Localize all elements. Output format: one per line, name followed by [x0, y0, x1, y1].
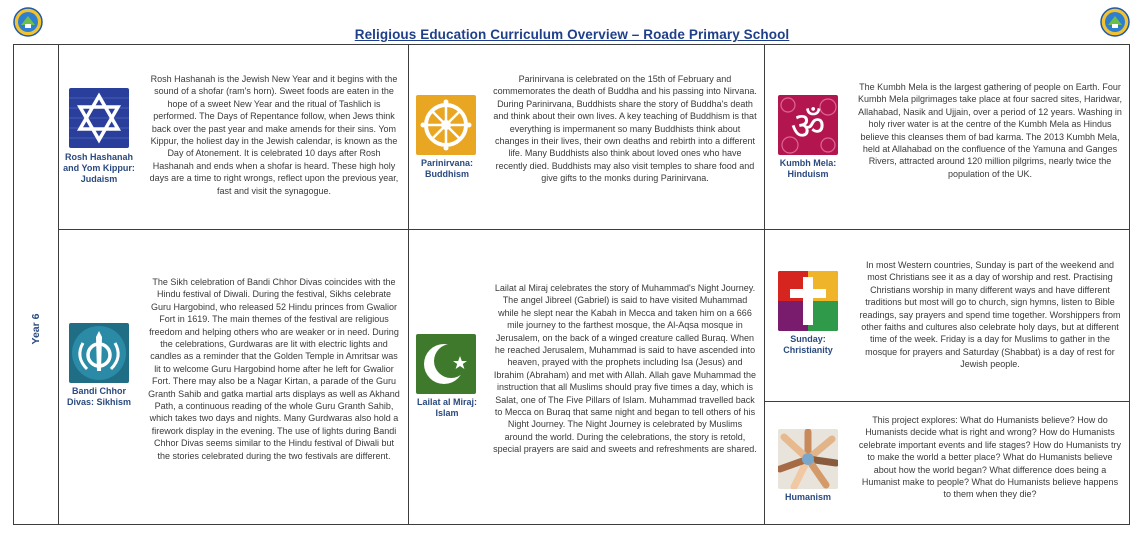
cell-buddhism — [409, 45, 764, 229]
text-sikhism: The Sikh celebration of Bandi Chhor Divas coincides with the Hindu festival of Diwali. During the festival, Sikhs celebrate Guru Hargobind, who released 52 Hindu princes from Gwalior Fort in 1619. The main themes of the festival are religious freedom and helping others who are weaker or in need. During the celebrations, Gurdwaras are lit with electric lights and candles as a reminder that the Golden Temple in Amritsar was lit to welcome Guru Hargobind home after he left for Gwalior Fort. There may also be a Nagar Kirtan, a parade of the Guru Granth Sahib and gatka martial arts displays as well as Akhand Path, a continuous reading of the whole Guru Granth Sahib, which takes two days and nights. Many Gurdwaras also hold a firework display in the evening. The use of lights during Bandi Chhor Divas seems similar to the Hindu festival of Diwali but the stories celebrated during the two festivals are different. — [148, 277, 400, 461]
cell-hinduism — [765, 45, 1129, 229]
hands-circle-icon — [778, 429, 838, 489]
svg-text:ॐ: ॐ — [790, 104, 826, 148]
caption-hinduism: Kumbh Mela: Hinduism — [779, 158, 837, 179]
caption-buddhism: Parinirvana: Buddhism — [420, 158, 474, 179]
text-islam: Lailat al Miraj celebrates the story of Muhammad's Night Journey. The angel Jibreel (Gabriel) is said to have visited Muhammad while he slept near the Kabah in Mecca and taken him on a 666 mile journey to the farthest mosque, the Al-Aqsa mosque in Jerusalem, on the back of a winged creature called Buraq. When he reached Jerusalem, Muhammad is said to have ascended into heaven, prayed with the prophets including Isa (Jesus) and Ibrahim (Abraham) and met with Allah. Allah gave Muhammad the instruction that all Muslims should pray five times a day, which is Salat, one of The Five Pillars of Islam. Muhammad travelled back to Mecca on Buraq that same night and began to tell others of his Night Journey. The Night Journey is celebrated by Muslims around the world. During the celebrations, the story is retold, special prayers are said and sweets and refreshments are shared. — [493, 283, 757, 455]
year-label: Year 6 — [30, 313, 42, 345]
text-judaism: Rosh Hashanah is the Jewish New Year and it begins with the sound of a shofar (ram's horn). Sweet foods are eaten in the hope of a sweet New Year and the ritual of Tashlich is performed. The Days of Repentance follow, when Jews think back over the past year and make amends for their sins. Yom Kippur, the holiest day in the Jewish calendar, is known as the Day of Atonement. It is celebrated 10 days after Rosh Hashanah and ends when a shofar is heard. These high holy days are a time to right wrongs, reflect upon the previous year, fast and visit the synagogue. — [149, 74, 399, 196]
text-christianity: In most Western countries, Sunday is part of the weekend and most Christians see it as a day of worship and rest. Practising Christians worship in many different ways and have different traditions but most will go to church, sign hymns, listen to Bible readings, say prayers and spend time together. Worshippers from other faiths and cultures also celebrate holy days, but at different time of the week. Friday is a day for Muslims to gather in the mosque for prayers and Saturday (Shabbat) is a day of rest for Jewish people. — [859, 260, 1121, 370]
cell-sikhism — [59, 230, 408, 524]
dharma-wheel-icon — [416, 95, 476, 155]
curriculum-table — [13, 44, 1130, 525]
cell-christianity — [765, 230, 1129, 401]
cell-humanism — [765, 402, 1129, 524]
cell-islam — [409, 230, 764, 524]
om-icon — [778, 95, 838, 155]
caption-islam: Lailat al Miraj: Islam — [416, 397, 478, 418]
caption-sikhism: Bandi Chhor Divas: Sikhism — [66, 386, 132, 407]
star-of-david-icon — [69, 88, 129, 148]
caption-judaism: Rosh Hashanah and Yom Kippur: Judaism — [63, 152, 135, 184]
cross-icon — [778, 271, 838, 331]
caption-humanism: Humanism — [784, 492, 831, 502]
text-hinduism: The Kumbh Mela is the largest gathering of people on Earth. Four Kumbh Mela pilgrimages take place at four sacred sites, Haridwar, Allahabad, Nasik and Ujjain, over a period of 12 years. Washing in holy river water is at the centre of the Kumbh Mela as Hindus believe this cleanses them of bad karma. The 2013 Kumbh Mela, held at Allahabad on the confluence of the Yamuna and Ganges Rivers, attracted around 120 million pilgrims, nearly twice the population of the UK. — [857, 82, 1123, 179]
cell-judaism — [59, 45, 408, 229]
page-title: Religious Education Curriculum Overview – Roade Primary School — [354, 27, 790, 42]
text-humanism: This project explores: What do Humanists believe? How do Humanists decide what is right and wrong? How do Humanists celebrate important events and life stages? How do Humanists try to make the world a better place? What do Humanists believe about how the world began? What difference does being a Humanist make to people? What do Humanists believe happens to them when they die? — [858, 415, 1122, 500]
caption-christianity: Sunday: Christianity — [783, 334, 833, 355]
khanda-icon — [69, 323, 129, 383]
year-column — [14, 45, 59, 524]
crescent-star-icon — [416, 334, 476, 394]
text-buddhism: Parinirvana is celebrated on the 15th of February and commemorates the death of Buddha and his passing into Nirvana. During Parinirvana, Buddhists share the story of Buddha's death and think about their own lives. A key teaching of Buddhism is that everything is impermanent so many Buddhists think about changes in their lives, their own deaths and rebirth into a different life. Many Buddhists also think about loved ones who have recently died. Buddhists may also visit temples to share food and give gifts to the monks during Parinirvana. — [493, 74, 757, 184]
